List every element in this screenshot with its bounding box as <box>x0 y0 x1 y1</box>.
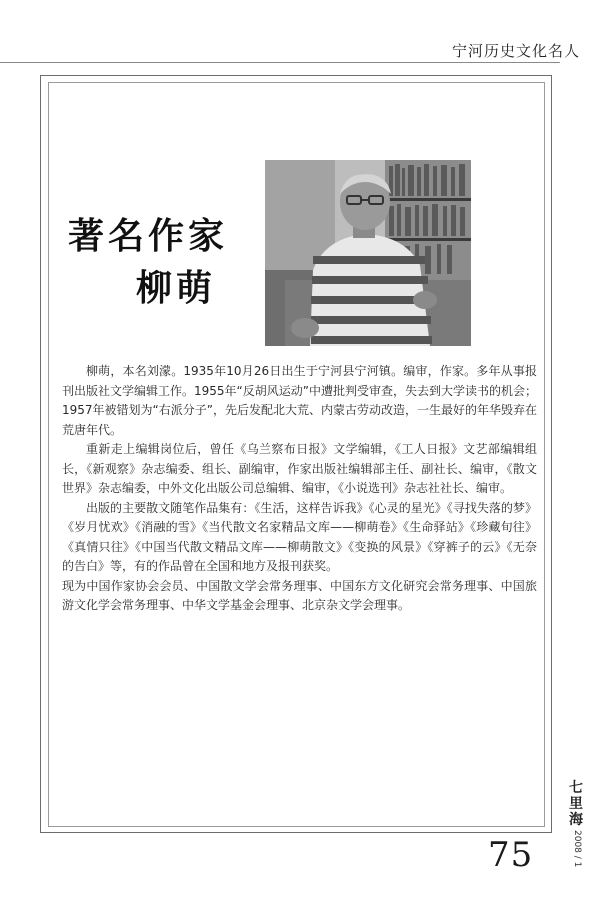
paragraph-works: 出版的主要散文随笔作品集有：《生活，这样告诉我》《心灵的星光》《寻找失落的梦》《岁月忧欢》《消融的雪》《当代散文名家精品文库——柳萌卷》《生命驿站》《珍藏旬往》《真情只往》《中国当代散文精品文库——柳萌散文》《变换的风景》《穿裤子的云》《无奈的告白》等，有的作品曾在全国和地方及报刊获奖。 <box>62 500 537 573</box>
article-title-line-2: 柳萌 <box>136 267 217 309</box>
paragraph-biography: 柳萌，本名刘濛。1935年10月26日出生于宁河县宁河镇。编审，作家。多年从事报刊出版社文学编辑工作。1955年“反胡风运动”中遭批判受审查，失去到大学读书的机会；1957年被错划为“右派分子”，先后发配北大荒、内蒙古劳动改造，一生最好的年华毁弃在荒唐年代。 <box>62 364 537 437</box>
page-number: 75 <box>488 835 534 875</box>
header-rule <box>0 62 560 63</box>
issue-label: 2008 / 1 <box>572 830 582 868</box>
article-title-line-1: 著名作家 <box>68 215 229 257</box>
author-portrait-photo <box>265 160 471 346</box>
paragraph-career: 重新走上编辑岗位后，曾任《乌兰察布日报》文学编辑，《工人日报》文艺部编辑组长，《新观察》杂志编委、组长、副编审，作家出版社编辑部主任、副社长、编审，《散文世界》杂志编委，中外文化出版公司总编辑、编审，《小说选刊》杂志社社长、编审。 <box>62 442 537 495</box>
section-title: 宁河历史文化名人 <box>444 40 582 61</box>
article-body <box>62 362 537 616</box>
paragraph-memberships: 现为中国作家协会会员、中国散文学会常务理事、中国东方文化研究会常务理事、中国旅游文化学会常务理事、中华文学基金会理事、北京杂文学会理事。 <box>62 578 537 612</box>
magazine-title: 七里海 <box>569 780 583 828</box>
